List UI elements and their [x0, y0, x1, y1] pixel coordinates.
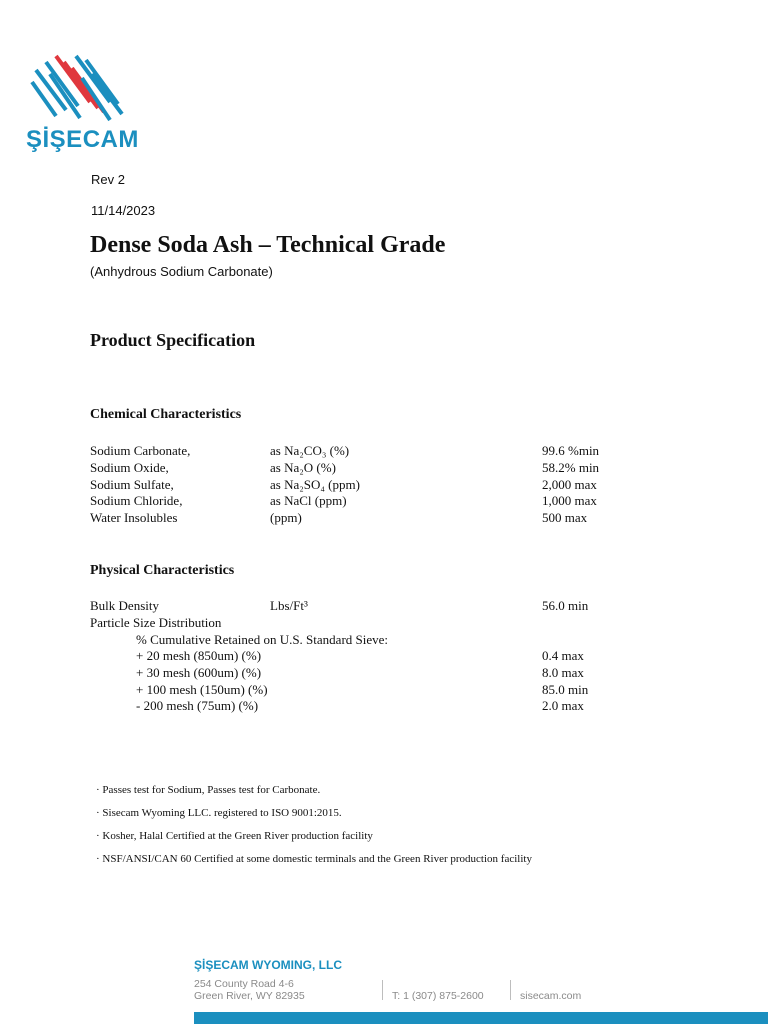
- chem-name: Water Insolubles: [90, 510, 178, 525]
- chemical-heading: Chemical Characteristics: [90, 407, 242, 422]
- note-item: · Kosher, Halal Certified at the Green River production facility: [96, 830, 373, 842]
- sieve-label-row: [0, 631, 768, 648]
- sieve-value: 85.0 min: [542, 682, 589, 697]
- spec-heading: Product Specification: [90, 330, 256, 350]
- footer-company: ŞİŞECAM WYOMING, LLC: [194, 958, 342, 972]
- footer-accent-bar: [194, 1012, 768, 1024]
- chem-row: [0, 509, 768, 526]
- note-item: · Passes test for Sodium, Passes test for Carbonate.: [96, 784, 321, 796]
- sieve-name: + 100 mesh (150um) (%): [136, 682, 268, 697]
- chem-row: [0, 492, 768, 509]
- footer-address-line1: 254 County Road 4-6: [194, 978, 294, 990]
- sieve-row: [0, 681, 768, 698]
- chem-name: Sodium Sulfate,: [90, 477, 174, 492]
- physical-heading: Physical Characteristics: [90, 563, 235, 578]
- document-date: 11/14/2023: [91, 203, 156, 218]
- sieve-label: % Cumulative Retained on U.S. Standard Sieve:: [136, 632, 389, 647]
- chem-value: 58.2% min: [542, 460, 600, 475]
- sieve-name: + 20 mesh (850um) (%): [136, 648, 262, 663]
- document-subtitle: (Anhydrous Sodium Carbonate): [90, 264, 273, 279]
- sieve-row: [0, 697, 768, 714]
- chem-unit: as Na₂SO₄ (ppm): [270, 477, 360, 492]
- revision-label: Rev 2: [91, 172, 125, 187]
- chem-value: 1,000 max: [542, 493, 597, 508]
- footer-divider: [382, 980, 383, 1000]
- psd-row: [0, 614, 768, 631]
- footer-divider: [510, 980, 511, 1000]
- psd-label: Particle Size Distribution: [90, 615, 222, 630]
- sisecam-logo-mark: [30, 52, 124, 126]
- chem-value: 99.6 %min: [542, 443, 600, 458]
- chem-value: 2,000 max: [542, 477, 597, 492]
- chem-unit: (ppm): [270, 510, 302, 525]
- chem-row: [0, 459, 768, 476]
- sieve-value: 2.0 max: [542, 698, 584, 713]
- chem-unit: as Na₂O (%): [270, 460, 336, 475]
- bulk-density-unit: Lbs/Ft³: [270, 598, 308, 613]
- chem-name: Sodium Carbonate,: [90, 443, 191, 458]
- chem-row: [0, 476, 768, 493]
- chem-name: Sodium Chloride,: [90, 493, 183, 508]
- document-title: Dense Soda Ash – Technical Grade: [90, 232, 446, 258]
- footer-address-line2: Green River, WY 82935: [194, 990, 305, 1002]
- chem-value: 500 max: [542, 510, 588, 525]
- bulk-density-row: [0, 597, 768, 614]
- sieve-row: [0, 647, 768, 664]
- sieve-value: 8.0 max: [542, 665, 584, 680]
- chem-unit: as Na₂CO₃ (%): [270, 443, 350, 458]
- sieve-value: 0.4 max: [542, 648, 584, 663]
- footer-phone: T: 1 (307) 875-2600: [392, 990, 484, 1002]
- chem-name: Sodium Oxide,: [90, 460, 169, 475]
- logo-wordmark: ŞİŞECAM: [26, 126, 139, 153]
- footer-website[interactable]: sisecam.com: [520, 990, 582, 1002]
- bulk-density-name: Bulk Density: [90, 598, 159, 613]
- sieve-row: [0, 664, 768, 681]
- note-item: · NSF/ANSI/CAN 60 Certified at some domestic terminals and the Green River production facility: [96, 853, 532, 865]
- note-item: · Sisecam Wyoming LLC. registered to ISO 9001:2015.: [96, 807, 342, 819]
- bulk-density-value: 56.0 min: [542, 598, 589, 613]
- sieve-name: + 30 mesh (600um) (%): [136, 665, 262, 680]
- sieve-name: - 200 mesh (75um) (%): [136, 698, 259, 713]
- chem-row: [0, 442, 768, 459]
- chem-unit: as NaCl (ppm): [270, 493, 347, 508]
